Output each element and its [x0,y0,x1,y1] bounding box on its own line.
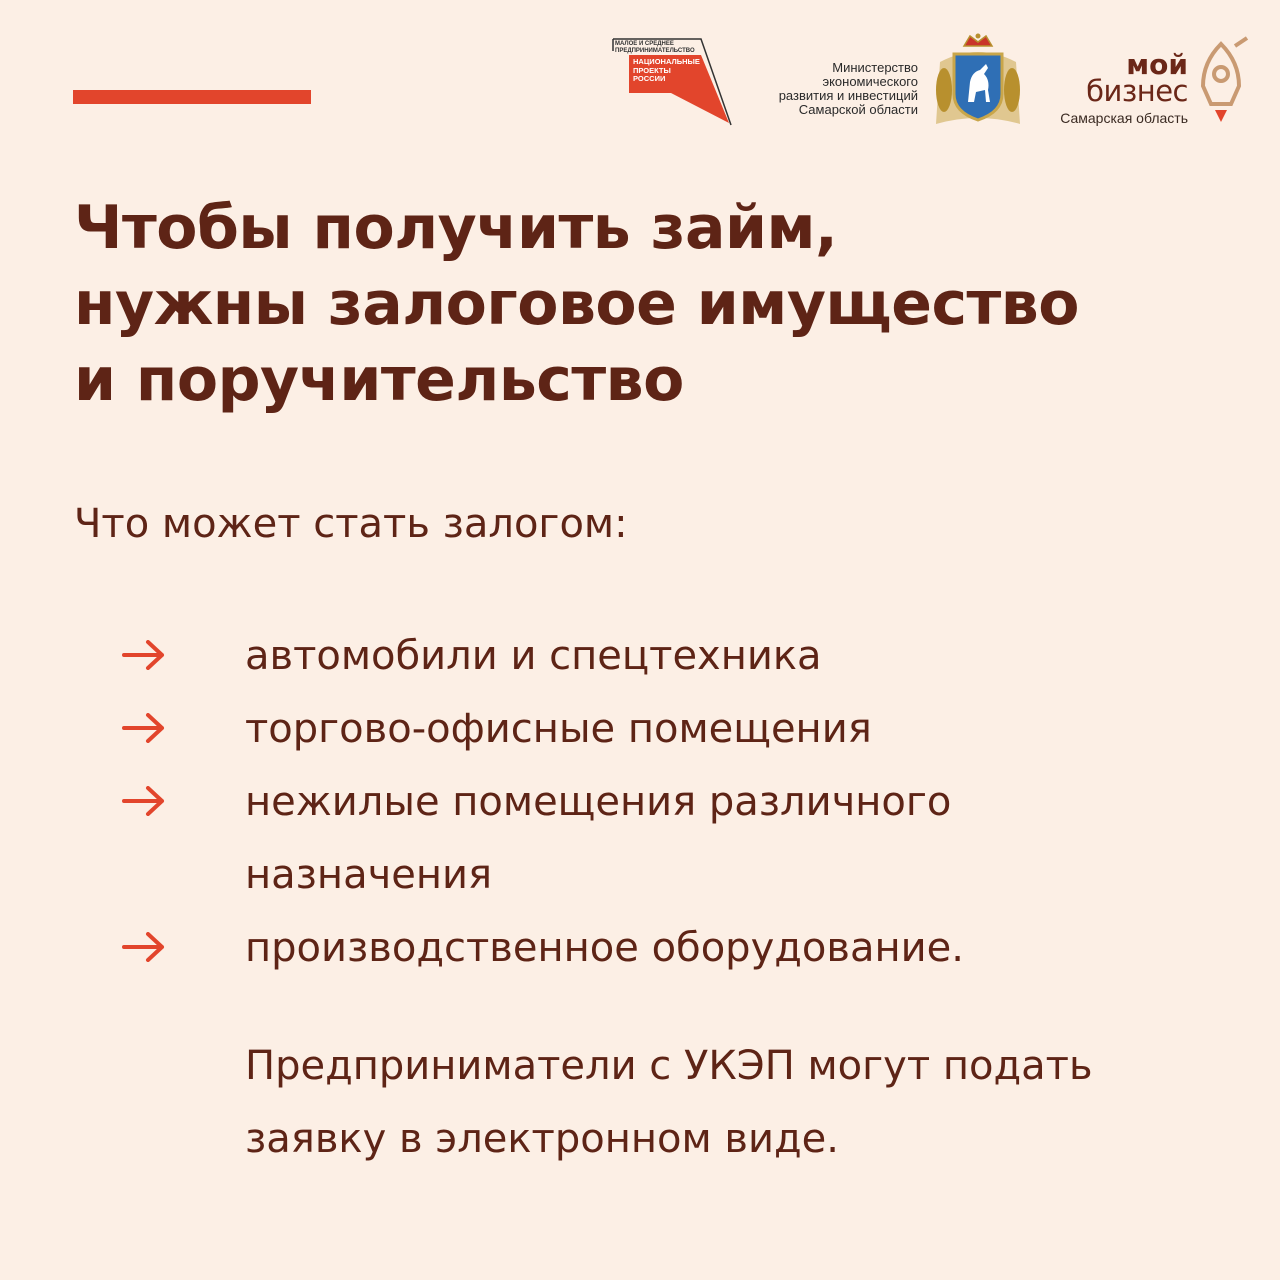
arrow-right-icon [122,640,166,670]
list-item [0,912,1280,985]
list-item [0,693,1280,766]
list-item-text: производственное оборудование. [245,925,964,971]
accent-bar [73,90,311,104]
arrow-right-icon [122,932,166,962]
list-item-text: нежилые помещения различного назначения [245,779,952,898]
ministry-line: Министерство [832,60,918,75]
coat-of-arms-icon [930,32,1026,130]
title-line: Чтобы получить займ, [74,193,838,263]
moi-biznes-word1: мой [1126,48,1188,81]
page-title [74,190,1214,418]
moi-biznes-word2: бизнес [1086,74,1188,108]
ministry-line: экономического [822,74,918,89]
moi-biznes-logo [1058,48,1188,108]
arrow-right-icon [122,786,166,816]
title-line: и поручительство [74,345,684,415]
national-projects-logo [611,37,733,127]
ministry-line: развития и инвестиций [778,88,918,103]
list-item [0,620,1280,693]
collateral-subtitle: Что может стать залогом: [74,501,628,547]
ministry-name [760,61,918,117]
ministry-line: Самарской области [798,102,918,117]
list-item-text: торгово-офисные помещения [245,706,872,752]
moi-biznes-region: Самарская область [1060,110,1188,126]
national-projects-top-text: МАЛОЕ И СРЕДНЕЕ ПРЕДПРИНИМАТЕЛЬСТВО [615,41,695,54]
arrow-right-icon [122,713,166,743]
electronic-application-note: Предприниматели с УКЭП могут подать заявку в электронном виде. [245,1043,1093,1162]
collateral-list [0,620,1280,985]
list-item [0,766,1280,912]
rocket-icon [1195,36,1251,128]
list-item-text: автомобили и спецтехника [245,633,822,679]
title-line: нужны залоговое имущество [74,269,1079,339]
national-projects-main-text: НАЦИОНАЛЬНЫЕ ПРОЕКТЫ РОССИИ [633,57,700,83]
